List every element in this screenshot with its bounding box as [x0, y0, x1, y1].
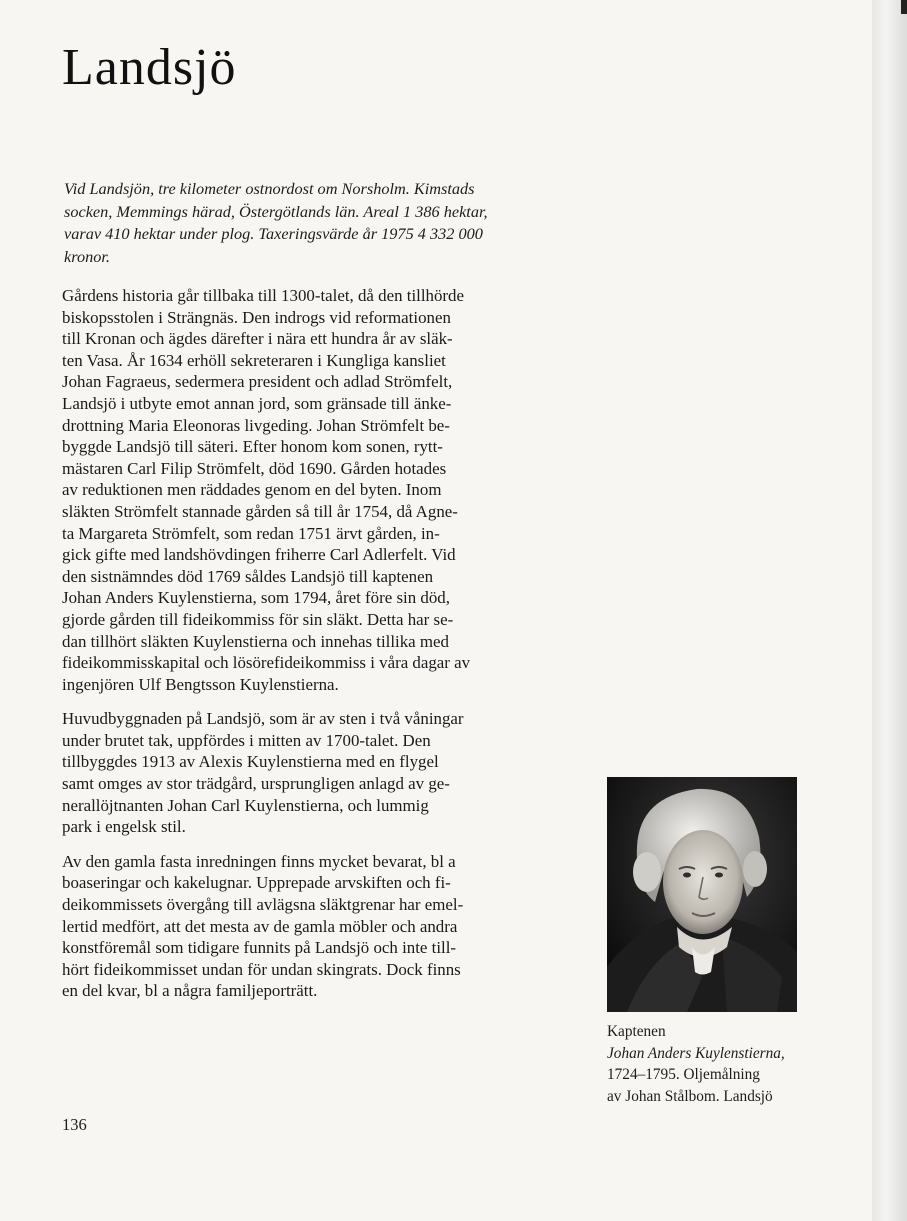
- text-line: gjorde gården till fideikommiss för sin släkt. Detta har se-: [62, 609, 454, 629]
- lead-line: socken, Memmings härad, Östergötlands län. Areal 1 386 hektar,: [64, 201, 488, 221]
- portrait-painting: [607, 777, 797, 1012]
- lead-paragraph: [64, 178, 564, 269]
- text-line: boaseringar och kakelugnar. Upprepade arvskiften och fi-: [62, 873, 451, 893]
- lead-line: Vid Landsjön, tre kilometer ostnordost om Norsholm. Kimstads: [64, 179, 475, 198]
- text-line: av reduktionen men räddades genom en del byten. Inom: [62, 480, 442, 500]
- lead-line: varav 410 hektar under plog. Taxeringsvärde år 1975 4 332 000: [64, 224, 483, 244]
- text-line: park i engelsk stil.: [62, 817, 186, 837]
- caption-sitter-name: Johan Anders Kuylenstierna,: [607, 1044, 785, 1062]
- text-line: släkten Strömfelt stannade gården så till år 1754, då Agne-: [62, 501, 458, 521]
- text-line: biskopsstolen i Strängnäs. Den indrogs vid reformationen: [62, 307, 451, 327]
- caption-line: av Johan Stålbom. Landsjö: [607, 1087, 773, 1105]
- text-line: Av den gamla fasta inredningen finns mycket bevarat, bl a: [62, 851, 456, 871]
- page-edge: [872, 0, 907, 1221]
- text-line: hört fideikommisset undan för undan skingrats. Dock finns: [62, 959, 461, 979]
- paragraph-interior: [62, 851, 562, 1002]
- page-number: 136: [62, 1115, 87, 1134]
- text-line: den sistnämndes död 1769 såldes Landsjö till kaptenen: [62, 566, 434, 586]
- text-line: tillbyggdes 1913 av Alexis Kuylenstierna med en flygel: [62, 752, 439, 772]
- text-line: deikommissets övergång till avlägsna släktgrenar har emel-: [62, 895, 464, 915]
- text-line: samt omges av stor trädgård, ursprungligen anlagd av ge-: [62, 774, 450, 794]
- text-line: gick gifte med landshövdingen friherre Carl Adlerfelt. Vid: [62, 545, 456, 565]
- text-line: Johan Anders Kuylenstierna, som 1794, året före sin död,: [62, 588, 450, 608]
- text-line: konstföremål som tidigare funnits på Landsjö och inte till-: [62, 938, 457, 958]
- lead-line: kronor.: [64, 247, 110, 267]
- page-title: Landsjö: [62, 39, 237, 96]
- text-line: Huvudbyggnaden på Landsjö, som är av sten i två våningar: [62, 709, 464, 729]
- text-line: Gårdens historia går tillbaka till 1300-talet, då den tillhörde: [62, 286, 464, 305]
- body-text: [62, 285, 562, 1015]
- text-line: nerallöjtnanten Johan Carl Kuylenstierna, och lummig: [62, 795, 429, 815]
- caption-line: Kaptenen: [607, 1023, 666, 1040]
- caption-line: 1724–1795. Oljemålning: [607, 1066, 760, 1083]
- text-line: ten Vasa. År 1634 erhöll sekreteraren i Kungliga kansliet: [62, 350, 446, 370]
- text-line: lertid medfört, att det mesta av de gamla möbler och andra: [62, 916, 458, 936]
- text-line: ingenjören Ulf Bengtsson Kuylenstierna.: [62, 674, 339, 694]
- text-line: till Kronan och ägdes därefter i nära ett hundra år av släk-: [62, 329, 453, 349]
- paragraph-main-building: [62, 708, 562, 838]
- paragraph-history: [62, 285, 562, 695]
- text-line: Johan Fagraeus, sedermera president och adlad Strömfelt,: [62, 372, 453, 392]
- portrait-caption: [607, 1021, 847, 1107]
- text-line: fideikommisskapital och lösörefideikommiss i våra dagar av: [62, 653, 471, 673]
- text-line: Landsjö i utbyte emot annan jord, som gränsade till änke-: [62, 393, 452, 413]
- portrait-illustration: [607, 777, 797, 1012]
- text-line: dan tillhört släkten Kuylenstierna och innehas tillika med: [62, 631, 449, 651]
- text-line: under brutet tak, uppfördes i mitten av 1700-talet. Den: [62, 730, 431, 750]
- text-line: drottning Maria Eleonoras livgeding. Johan Strömfelt be-: [62, 415, 450, 435]
- text-line: en del kvar, bl a några familjeporträtt.: [62, 981, 318, 1001]
- text-line: mästaren Carl Filip Strömfelt, död 1690. Gården hotades: [62, 458, 447, 478]
- text-line: byggde Landsjö till säteri. Efter honom kom sonen, rytt-: [62, 437, 443, 457]
- text-line: ta Margareta Strömfelt, som redan 1751 ärvt gården, in-: [62, 523, 440, 543]
